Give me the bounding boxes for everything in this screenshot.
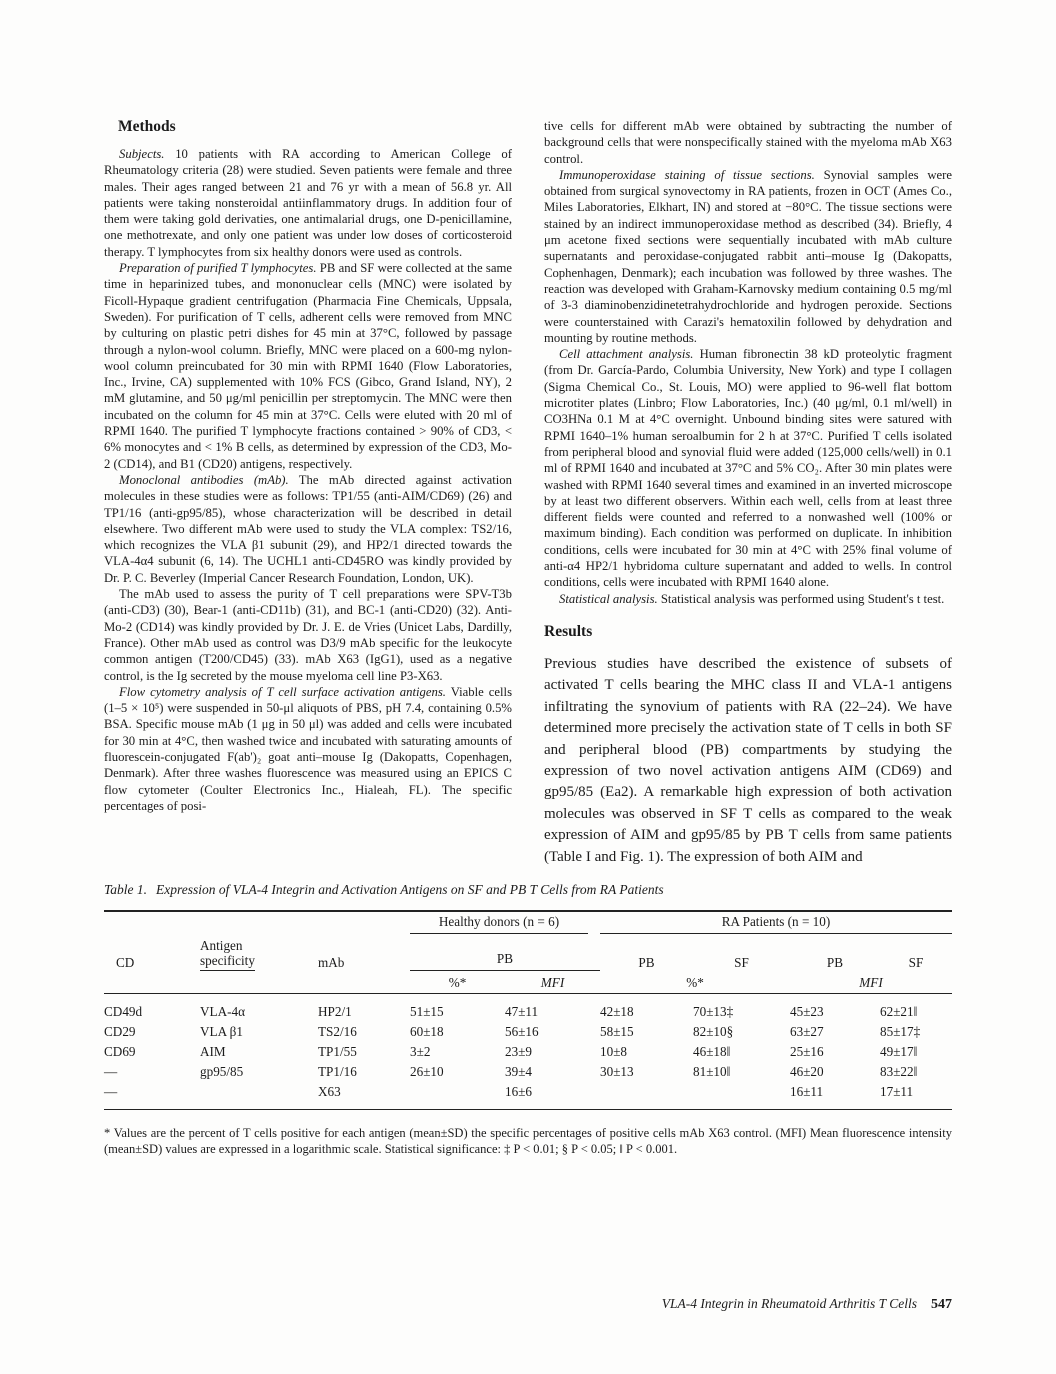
- left-column: [104, 118, 512, 868]
- paragraph-text: PB and SF were collected at the same time in heparinized tubes, and mononuclear cells (MNC) were isolated by Ficoll-Hypaque gradient centrifugation (Pharmacia Fine Chemicals, Uppsala, Sweden). For purification of T cells, adherent cells were removed from MNC by culturing on plastic petri dishes for 45 min at 37°C, followed by passage through a nylon-wool column. Briefly, MNC were placed on a 600-mg nylon-wool column preincubated for 30 min with RPMI 1640 (Flow Laboratories, Inc., Irvine, CA) supplemented with 10% FCS (Gibco, Grand Island, NY), 2 mM glutamine, and 50 μg/ml penicillin per streptomycin. The MNC were then incubated on the column for 45 min at 37°C. Cells were eluted with 20 ml of RPMI 1640. The purified T lymphocyte fractions contained > 90% of CD3, < 6% monocytes and < 1% B cells, as determined by expression of the CD3, Mo-2 (CD14), and B1 (CD20) antigens, respectively.: [104, 261, 512, 471]
- paragraph-continuation: [544, 118, 952, 167]
- table-cell: CD49d: [104, 1003, 143, 1019]
- group-header-healthy-cell: [410, 911, 600, 936]
- table-cell: TS2/16: [318, 1023, 357, 1039]
- spacer-cell: [104, 973, 410, 994]
- table-cell: [410, 1082, 505, 1110]
- table-cell: 83±22‖: [880, 1063, 918, 1079]
- results-heading: Results: [544, 622, 593, 640]
- paragraph-lead: Immunoperoxidase staining of tissue sections.: [559, 167, 815, 182]
- paragraph-text: The mAb used to assess the purity of T cell preparations were SPV-T3b (anti-CD3) (30), Bear-1 (anti-CD11b) (31), and BC-1 (anti-CD20) (32). Anti-Mo-2 (CD14) was kindly provided by Dr. J. E. de Vries (Unicet Labs, Dardilly, France). Other mAb used as control was D3/9 mAb specific for the leukocyte common antigen (T200/CD45) (33). mAb X63 (IgG1), used as a negative control, is the Ig secreted by the mouse myeloma cell line P3-X63.: [104, 587, 512, 683]
- table-cell: 85±17‡: [880, 1023, 921, 1039]
- table-cell: 17±11: [880, 1082, 952, 1110]
- table-cell: TP1/55: [318, 1043, 357, 1059]
- table-row: [104, 1022, 952, 1042]
- table-cell: VLA β1: [200, 1023, 243, 1039]
- methods-paragraph-cell-attachment: [544, 346, 952, 590]
- table-row: [104, 1042, 952, 1062]
- two-column-text: [104, 118, 952, 868]
- table-cell: 49±17‖: [880, 1043, 918, 1059]
- table-caption: [104, 882, 952, 898]
- paragraph-text: 10 patients with RA according to American College of Rheumatology criteria (28) were studied. Seven patients were female and three males. Their ages ranged between 21 and 76 yr with a mean of 56.8 yr. All patients were taking nonsteroidal antiinflammatory drugs. In addition four of them were taking gold derivaties, one antimalarial drugs, one D-penicillamine, one methotrexate, and only one patient was under low doses of corticosteroid therapy. T lymphocytes from six healthy donors were used as controls.: [104, 147, 512, 259]
- table-cell: CD69: [104, 1043, 136, 1059]
- table-cell: 45±23: [790, 1003, 824, 1019]
- table-cell: [600, 1082, 693, 1110]
- column-header-ra-sf-pct: SF: [734, 954, 749, 970]
- paragraph-text: Human fibronectin 38 kD proteolytic fragment (from Dr. García-Pardo, Columbia University, New York) and type I collagen (Sigma Chemical Co., St. Louis, MO) were applied to 96-well flat bottom microtiter plates (Linbro; Flow Laboratories, Inc.) (40 μg/ml, 0.1 ml/well) in CO3HNa 0.1 M at 4°C overnight. Unbound binding sites were satured with RPMI 1640–1% human seroalbumin for 2 h at 37°C. Purified T cells isolated from peripheral blood and synovial fluid were added (125,000 cells/well) in 0.1 ml of RPMI 1640 and incubated at 37°C and 5% CO₂. After 30 min plates were washed with RPMI 1640 several times and examined in an inverted microscope by at least two different observers. Within each well, cells from at least three different fields were counted and referred to a nonwashed well (100% or maximum binding). Each condition was performed on duplicate. In inhibition conditions, cells were incubated for 30 min at 4°C with 25% final volume of anti-α4 HP2/1 hybridoma culture supernatant and added to wells. In control conditions, cells were incubated with RPMI 1640 alone.: [544, 347, 952, 590]
- table-cell: 16±6: [505, 1082, 600, 1110]
- group-header-ra-cell: [600, 911, 952, 936]
- table-cell: 23±9: [505, 1043, 533, 1059]
- methods-heading: Methods: [118, 118, 176, 135]
- column-header-antigen-line1: Antigen: [200, 937, 243, 953]
- table-cell: 42±18: [600, 1003, 634, 1019]
- column-header-healthy-pb-cell: [410, 936, 600, 973]
- methods-paragraph-monoclonal: [104, 472, 512, 586]
- table-cell: 46±20: [790, 1063, 824, 1079]
- table-cell: 39±4: [505, 1063, 533, 1079]
- methods-paragraph-subjects: [104, 146, 512, 260]
- table-cell: 3±2: [410, 1043, 431, 1059]
- paragraph-lead: Subjects.: [119, 147, 165, 161]
- paragraph-text: tive cells for different mAb were obtained by subtracting the number of background cells that were nonspecifically stained with the myeloma mAb X63 control.: [544, 119, 952, 166]
- table-1-section: [104, 882, 952, 1158]
- table-cell: HP2/1: [318, 1003, 352, 1019]
- table-cell: [693, 1082, 790, 1110]
- table-cell: 82±10§: [693, 1023, 734, 1039]
- column-header-ra-pb-pct: PB: [638, 954, 655, 970]
- methods-paragraph-immunoperoxidase: [544, 167, 952, 346]
- running-footer: [104, 1296, 952, 1313]
- sub-header-healthy-mfi: MFI: [505, 973, 600, 994]
- table-caption-title: Expression of VLA-4 Integrin and Activation Antigens on SF and PB T Cells from RA Patients: [156, 881, 664, 897]
- table-cell: VLA-4α: [200, 1003, 245, 1019]
- group-header-healthy: Healthy donors (n = 6): [410, 914, 588, 934]
- table-caption-label: Table 1.: [104, 881, 148, 897]
- table-cell: 56±16: [505, 1023, 539, 1039]
- page-content: [104, 118, 952, 1158]
- table-cell: 62±21‖: [880, 1003, 918, 1019]
- table-cell: 26±10: [410, 1063, 444, 1079]
- table-cell: 46±18‖: [693, 1043, 731, 1059]
- table-cell: 58±15: [600, 1023, 634, 1039]
- table-cell: 60±18: [410, 1023, 444, 1039]
- table-row: [104, 1082, 952, 1110]
- paragraph-text: Statistical analysis was performed using Student's t test.: [657, 591, 945, 606]
- sub-header-healthy-pct: %*: [410, 973, 505, 994]
- table-cell: 25±16: [790, 1043, 824, 1059]
- table-cell: 63±27: [790, 1023, 824, 1039]
- page-number: 547: [931, 1297, 952, 1312]
- methods-paragraph-preparation: [104, 260, 512, 472]
- table-cell: gp95/85: [200, 1063, 244, 1079]
- paragraph-text: Viable cells (1–5 × 10⁵) were suspended in 50-μl aliquots of PBS, pH 7.4, containing 0.5% BSA. Specific mouse mAb (1 μg in 50 μl) was added and cells were incubated for 30 min at 4°C, then washed twice and incubated with saturating amounts of fluorescein-conjugated F(ab')₂ goat anti–mouse Ig (Dakopatts, Copenhagen, Denmark). After three washes fluorescence was measured using an EPICS C flow cytometer (Coulter Electronics Inc., Hialeah, FL). The specific percentages of posi-: [104, 684, 513, 813]
- table-cell: 16±11: [790, 1082, 880, 1110]
- column-header-healthy-pb: PB: [410, 951, 600, 971]
- table-cell: —: [104, 1063, 118, 1079]
- table-row: [104, 1062, 952, 1082]
- table-cell: 30±13: [600, 1063, 634, 1079]
- table-cell: 70±13‡: [693, 1003, 734, 1019]
- spacer-cell: [104, 911, 410, 936]
- table-cell: X63: [318, 1082, 410, 1110]
- column-header-antigen-specificity: [200, 936, 318, 973]
- column-header-mab: mAb: [318, 954, 345, 970]
- paragraph-lead: Preparation of purified T lymphocytes.: [119, 261, 317, 276]
- column-header-row: [104, 936, 952, 973]
- paragraph-text: The mAb directed against activation molecules in these studies were as follows: TP1/55 (anti-AIM/CD69) (26) and TP1/16 (anti-gp95/85), whose characterization will be described in detail elsewhere. Two different mAb were used to study the VLA complex: TS2/16, which recognizes the VLA β1 subunit (29), and HP2/1 directed towards the VLA-4α4 subunit (6, 14). The UCHL1 anti-CD45RO was kindly provided by Dr. P. C. Beverley (Imperial Cancer Research Foundation, London, UK).: [104, 472, 512, 585]
- sub-header-ra-mfi: MFI: [790, 973, 952, 994]
- methods-paragraph-flow-cytometry: [104, 684, 512, 814]
- group-header-ra: RA Patients (n = 10): [600, 914, 952, 934]
- column-header-antigen-line2: specificity: [200, 952, 255, 968]
- column-header-ra-sf-mfi: SF: [908, 954, 924, 970]
- methods-paragraph-purity: [104, 586, 512, 684]
- paragraph-text: Synovial samples were obtained from surgical synovectomy in RA patients, frozen in OCT (Ames Co., Miles Laboratories, Elkhart, IN) and stored at −80°C. The tissue sections were stained by an indirect immunoperoxidase method as described (34). Briefly, 4 μm acetone fixed sections were sequentially incubated with mAb culture supernatants and peroxidase-conjugated rabbit anti–mouse Ig (Dakopatts, Cophenhagen, Denmark); each incubation was followed by three washes. The reaction was developed with Graham-Karnovsky medium containing 0.5 mg/ml of 3-3 diaminobenzidinetetrahydrochloride and hydrogen peroxide. Sections were counterstained with Carazi's hematoxilin followed by dehydration and mounting by routine methods.: [544, 167, 952, 345]
- running-title: VLA-4 Integrin in Rheumatoid Arthritis T Cells: [661, 1296, 917, 1311]
- paragraph-lead: Flow cytometry analysis of T cell surface activation antigens.: [119, 684, 446, 699]
- table-cell: 81±10‖: [693, 1063, 731, 1079]
- table-cell: AIM: [200, 1043, 226, 1059]
- table-cell: 10±8: [600, 1043, 628, 1059]
- table-cell: [200, 1082, 318, 1110]
- sub-header-ra-pct: %*: [600, 973, 790, 994]
- table-cell: —: [104, 1082, 200, 1110]
- right-column: [544, 118, 952, 868]
- table-row: [104, 993, 952, 1022]
- column-header-ra-pb-mfi: PB: [826, 954, 844, 970]
- paragraph-lead: Monoclonal antibodies (mAb).: [119, 472, 289, 487]
- table-cell: CD29: [104, 1023, 136, 1039]
- methods-paragraph-statistical: [544, 591, 952, 607]
- paragraph-lead: Statistical analysis.: [559, 591, 658, 606]
- results-paragraph: Previous studies have described the existence of subsets of activated T cells bearing the MHC class II and VLA-1 antigens infiltrating the synovium of patients with RA (22–24). We have determined more precisely the activation state of T cells in both SF and peripheral blood (PB) compartments by studying the expression of two novel activation antigens AIM (CD69) and gp95/85 (Ea2). A remarkable high expression of both activation molecules was observed in SF T cells as compared to the weak expression of AIM and gp95/85 by PB T cells from same patients (Table I and Fig. 1). The expression of both AIM and: [544, 655, 952, 865]
- table-footnote: * Values are the percent of T cells positive for each antigen (mean±SD) the specific percentages of positive cells mAb X63 control. (MFI) Mean fluorescence intensity (mean±SD) values are expressed in a logarithmic scale. Statistical significance: ‡ P < 0.01; § P < 0.05; ‖ P < 0.001.: [104, 1125, 952, 1157]
- table-cell: TP1/16: [318, 1063, 357, 1079]
- table-cell: 51±15: [410, 1003, 444, 1019]
- sub-header-row: [104, 973, 952, 994]
- column-header-cd: CD: [116, 954, 135, 970]
- group-header-row: [104, 911, 952, 936]
- paragraph-lead: Cell attachment analysis.: [559, 347, 694, 362]
- table-1: [104, 910, 952, 1110]
- table-cell: 47±11: [505, 1003, 539, 1019]
